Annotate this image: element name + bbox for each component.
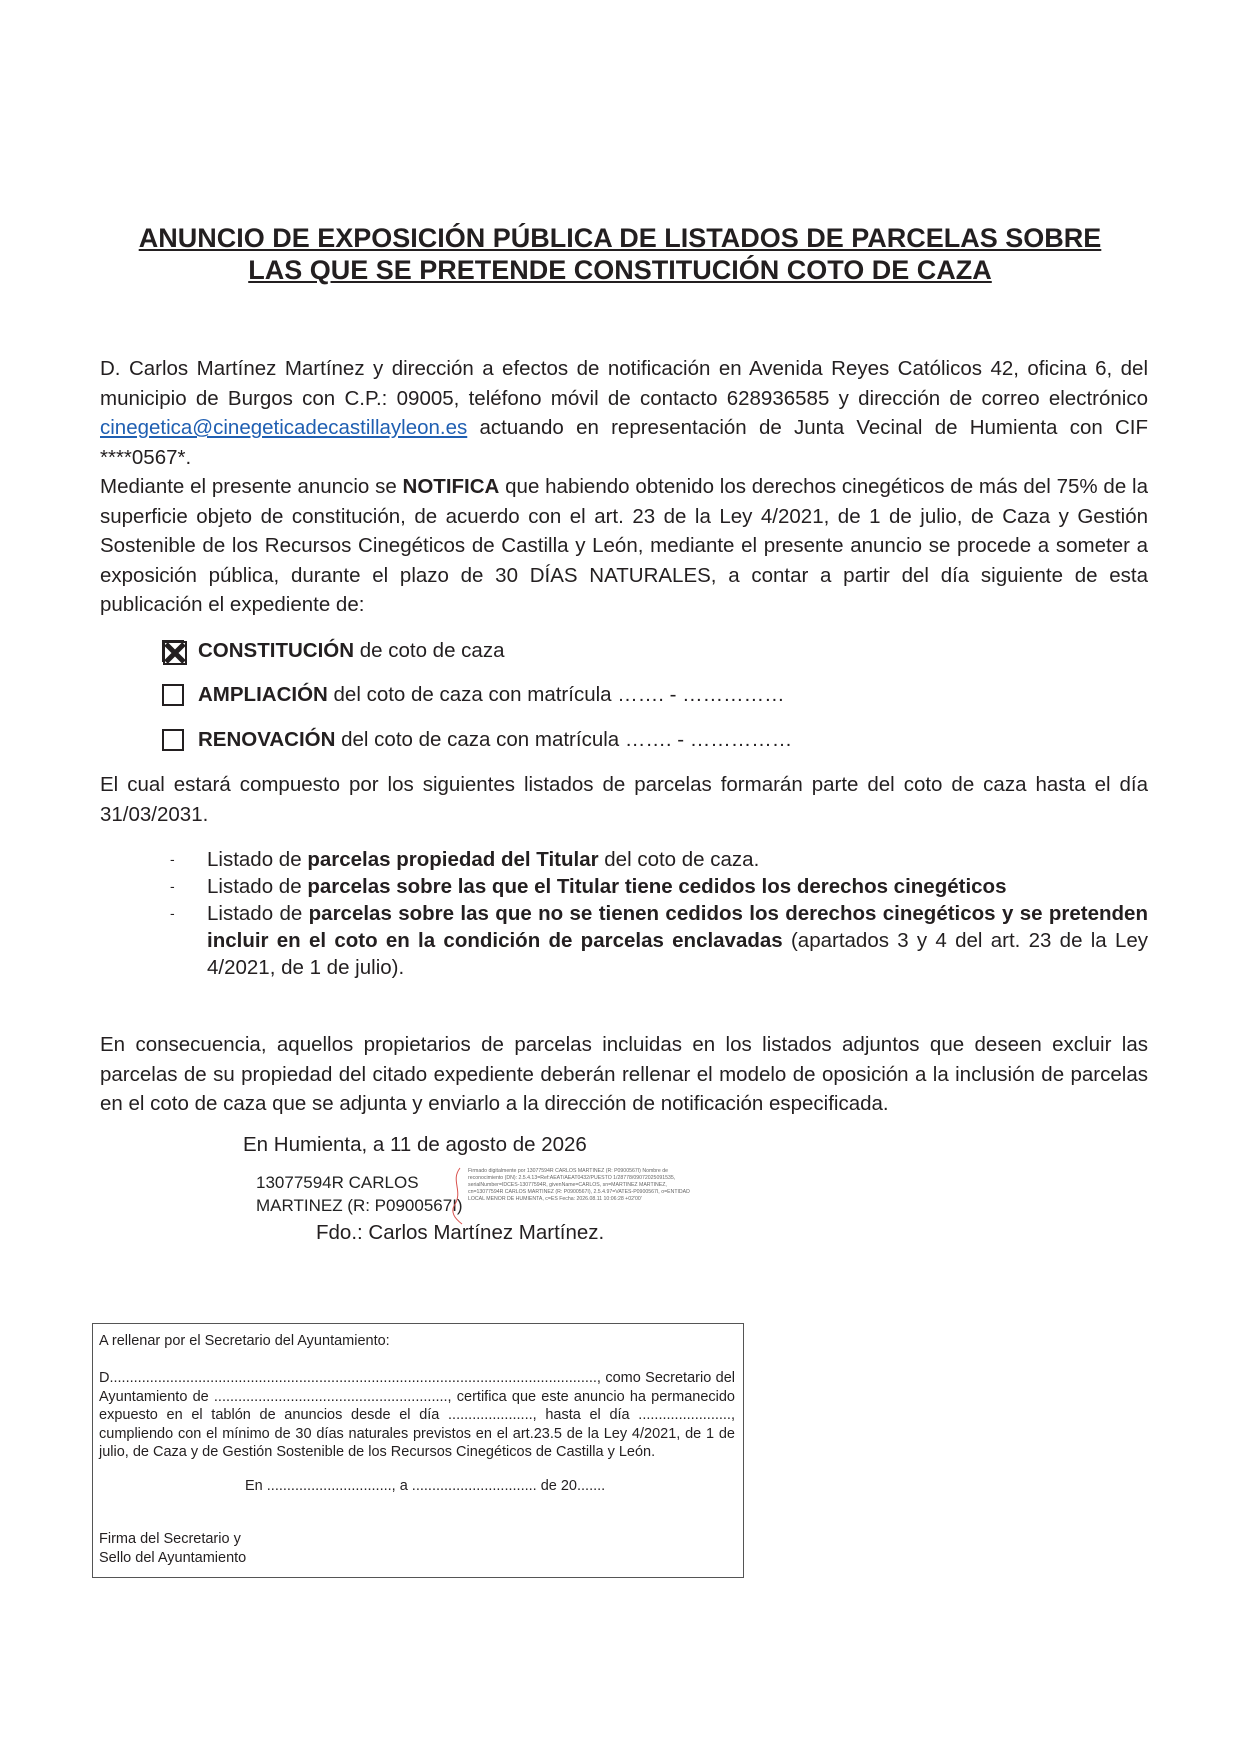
certificate-signature-label [99,1530,246,1567]
signature-fdo: Fdo.: Carlos Martínez Martínez. [316,1221,605,1244]
certificate-firma-line-2: Sello del Ayuntamiento [99,1549,247,1566]
signature-mark-icon [448,1166,468,1226]
certificate-firma-line-1: Firma del Secretario y [99,1531,241,1547]
title-line-2: LAS QUE SE PRETENDE CONSTITUCIÓN COTO DE CAZA [248,255,992,285]
certificate-header: A rellenar por el Secretario del Ayuntamiento: [99,1333,390,1349]
list-item [100,846,1148,873]
list-item-bold: parcelas sobre las que el Titular tiene cedidos los derechos cinegéticos [307,875,1007,898]
list-item [100,900,1148,981]
list-dash: - [170,851,175,867]
list-dash: - [170,878,175,894]
option-label-text: del coto de caza con matrícula ……. - …………… [335,728,793,751]
option-label-text: de coto de caza [354,639,505,662]
option-label-bold: CONSTITUCIÓN [198,639,355,662]
checkbox-constitucion-icon [162,640,184,662]
list-item-bold: parcelas sobre las que no se tienen cedidos los derechos cinegéticos y se pretenden incluir en el coto en la condición de parcelas enclavadas [207,902,1148,952]
option-ampliacion [162,682,785,708]
date-line: En Humienta, a 11 de agosto de 2026 [243,1133,587,1156]
certificate-en-line: En ..............................., a ............................... de 20....... [245,1478,606,1494]
email-link[interactable]: cinegetica@cinegeticadecastillayleon.es [100,416,468,439]
list-item-text: del coto de caza. [598,848,760,871]
list-item [100,873,1148,900]
secretary-certificate-box [92,1323,744,1578]
signature-line-2: MARTINEZ (R: P0900567I) [256,1196,463,1215]
option-label-bold: RENOVACIÓN [198,728,336,751]
option-label-text: del coto de caza con matrícula ……. - …………… [327,683,785,706]
notice-paragraph [100,472,1148,620]
notice-text-2: que habiendo obtenido los derechos cinegéticos de más del 75% de la superficie objeto de constitución, de acuerdo con el art. 23 de la Ley 4/2021, de 1 de julio, de Caza y Gestión Sostenible de los Recursos Cinegéticos de Castilla y León, mediante el presente anuncio se procede a someter a exposición pública, durante el plazo de 30 DÍAS NATURALES, a contar a partir del día siguiente de esta publicación el expediente de: [100,475,1148,616]
option-constitucion [162,638,504,664]
composed-paragraph: El cual estará compuesto por los siguientes listados de parcelas formarán parte del coto de caza hasta el día 31/03/2031. [100,773,1148,826]
intro-paragraph [100,354,1148,472]
list-item-text: (apartados 3 y 4 del art. 23 de la Ley 4/2021, de 1 de julio). [207,929,1149,979]
option-label-bold: AMPLIACIÓN [198,683,328,706]
list-item-text: Listado de [207,902,309,925]
list-dash: - [170,905,175,921]
checkbox-ampliacion-icon [162,684,184,706]
document-title [100,222,1140,286]
intro-text-2: actuando en representación de Junta Vecinal de Humienta con CIF ****0567*. [100,416,1148,469]
parcel-list [100,846,1148,981]
signature-name [256,1171,463,1217]
list-item-text: Listado de [207,848,308,871]
option-renovacion [162,727,792,753]
title-line-1: ANUNCIO DE EXPOSICIÓN PÚBLICA DE LISTADOS DE PARCELAS SOBRE [138,223,1102,253]
certificate-body: D........................................................................................................................., como Secretario del Ayuntamiento de .........................................................., certifica que este anuncio ha permanecido expuesto en el tablón de anuncios desde el día ....................., hasta el día ......................., cumpliendo con el mínimo de 30 días naturales previstos en el art.23.5 de la Ley 4/2021, de 1 de julio, de Caza y de Gestión Sostenible de los Recursos Cinegéticos de Castilla y León. [99,1370,735,1461]
digital-signature-text: Firmado digitalmente por 13077594R CARLOS MARTINEZ (R: P0900567I) Nombre de reconocimiento (DN): 2.5.4.13=Ref:AEAT/AEAT0432/PUESTO 1/28778/09072025091535, serialNumber=IDCES-13077594R, givenName=CARLOS, sn=MARTINEZ MARTINEZ, cn=13077594R CARLOS MARTINEZ (R: P0900567I), 2.5.4.97=VATES-P0900567I, o=ENTIDAD LOCAL MENOR DE HUMIENTA, c=ES Fecha: 2026.08.11 10:06:28 +02'00' [468,1168,690,1202]
checkbox-renovacion-icon [162,729,184,751]
notice-bold: NOTIFICA [402,475,500,498]
list-item-bold: parcelas propiedad del Titular [307,848,599,871]
signature-line-1: 13077594R CARLOS [256,1173,419,1192]
list-item-text: Listado de [207,875,308,898]
intro-text-1: D. Carlos Martínez Martínez y dirección a efectos de notificación en Avenida Reyes Católicos 42, oficina 6, del municipio de Burgos con C.P.: 09005, teléfono móvil de contacto 628936585 y dirección de correo electrónico [100,357,1148,410]
consequence-paragraph: En consecuencia, aquellos propietarios de parcelas incluidas en los listados adjuntos que deseen excluir las parcelas de su propiedad del citado expediente deberán rellenar el modelo de oposición a la inclusión de parcelas en el coto de caza que se adjunta y enviarlo a la dirección de notificación especificada. [100,1033,1148,1115]
notice-text-1: Mediante el presente anuncio se [100,475,403,498]
